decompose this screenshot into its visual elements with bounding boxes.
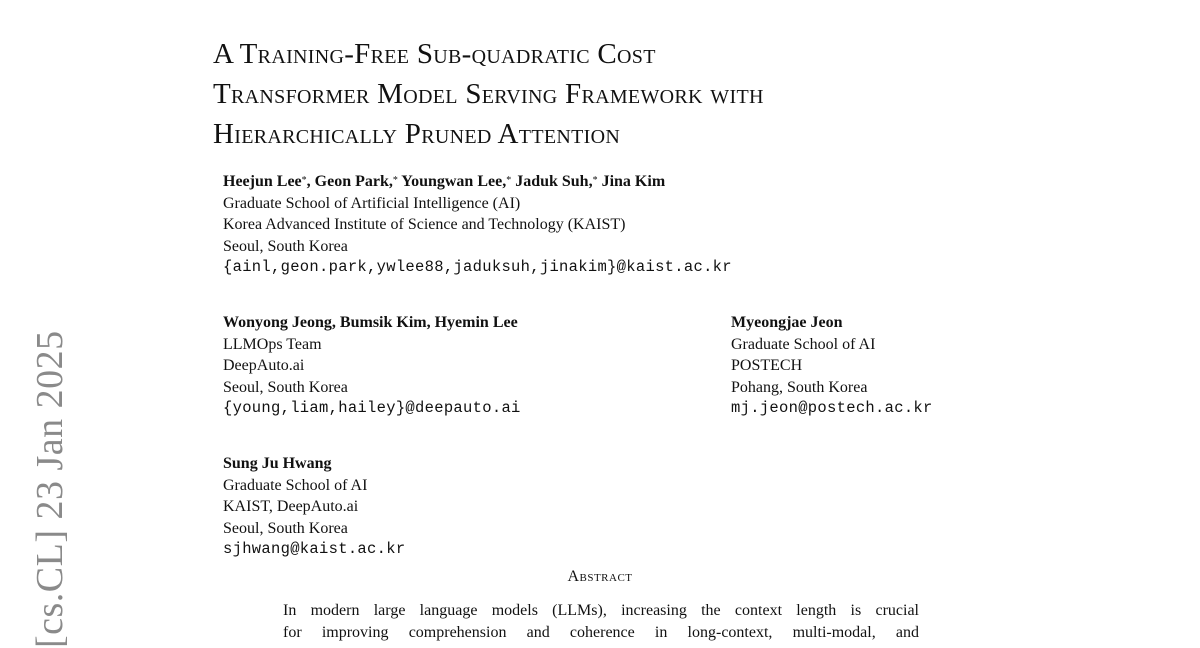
author-block-hwang [223, 453, 405, 561]
email-line: sjhwang@kaist.ac.kr [223, 540, 406, 559]
abstract-heading-text: Abstract [567, 568, 633, 585]
email-line: {ainl,geon.park,ywlee88,jaduksuh,jinakim}@kaist.ac.kr [223, 258, 732, 277]
author-block-kaist [223, 171, 732, 279]
author-name: Geon Park [314, 173, 389, 190]
equal-contribution-mark: * [392, 175, 398, 186]
email-line: {young,liam,hailey}@deepauto.ai [223, 399, 521, 418]
abstract-line: In modern large language models (LLMs), increasing the context length is crucial [283, 602, 919, 619]
abstract-line: for improving comprehension and coherence in long-context, multi-modal, and [283, 623, 919, 641]
author-names: Heejun Lee*, Geon Park,* Youngwan Lee,* Jaduk Suh,* Jina Kim [223, 173, 666, 190]
title-line-2: Transformer Model Serving Framework with [213, 78, 764, 110]
author-name: Jina Kim [601, 173, 666, 190]
affiliation-line: Graduate School of AI [731, 335, 876, 353]
affiliation-line: Graduate School of AI [223, 476, 368, 494]
author-name: Youngwan Lee [401, 173, 503, 190]
equal-contribution-mark: * [301, 175, 307, 186]
abstract-heading [0, 568, 1200, 586]
affiliation-line: POSTECH [731, 357, 803, 375]
author-names: Wonyong Jeong, Bumsik Kim, Hyemin Lee [223, 314, 518, 331]
affiliation-line: DeepAuto.ai [223, 357, 305, 375]
affiliation-line: Graduate School of Artificial Intelligence (AI) [223, 194, 521, 212]
location-line: Seoul, South Korea [223, 378, 348, 396]
equal-contribution-mark: * [592, 175, 598, 186]
paper-title [213, 34, 1113, 154]
author-names: Myeongjae Jeon [731, 314, 843, 331]
affiliation-line: LLMOps Team [223, 335, 322, 353]
affiliation-line: KAIST, DeepAuto.ai [223, 498, 359, 516]
location-line: Pohang, South Korea [731, 378, 868, 396]
location-line: Seoul, South Korea [223, 519, 348, 537]
title-line-1: A Training-Free Sub-quadratic Cost [213, 38, 656, 70]
title-line-3: Hierarchically Pruned Attention [213, 118, 621, 150]
author-name: Jaduk Suh [515, 173, 589, 190]
author-names: Sung Ju Hwang [223, 455, 332, 472]
location-line: Seoul, South Korea [223, 237, 348, 255]
author-name: Heejun Lee [223, 173, 302, 190]
author-block-deepauto [223, 312, 521, 420]
abstract-body [283, 600, 919, 643]
equal-contribution-mark: * [506, 175, 512, 186]
email-line: mj.jeon@postech.ac.kr [731, 399, 933, 418]
arxiv-identifier-stamp: [cs.CL] 23 Jan 2025 [29, 330, 71, 648]
author-block-postech [731, 312, 933, 420]
affiliation-line: Korea Advanced Institute of Science and Technology (KAIST) [223, 216, 626, 234]
